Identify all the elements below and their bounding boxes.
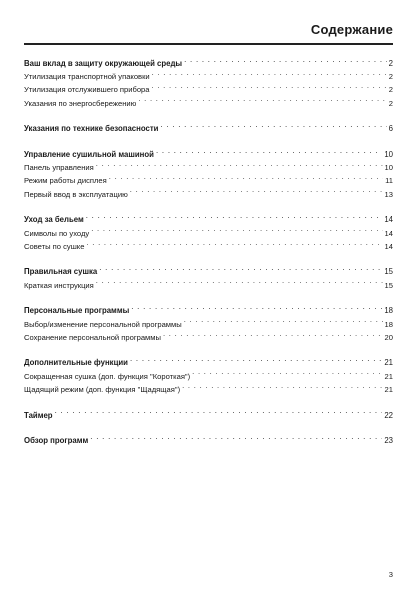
toc-heading-text: Таймер — [24, 410, 53, 420]
toc-page-number: 15 — [384, 267, 393, 277]
toc-page-number: 21 — [384, 371, 393, 381]
toc-heading-text: Ваш вклад в защиту окружающей среды — [24, 59, 183, 68]
toc-section — [24, 265, 393, 291]
toc-item[interactable] — [24, 188, 393, 201]
dot-leader — [130, 356, 382, 365]
table-of-contents — [24, 57, 393, 460]
toc-heading[interactable] — [24, 304, 393, 317]
dot-leader — [152, 83, 387, 92]
page-title: Содержание — [310, 22, 393, 37]
dot-leader — [91, 227, 382, 236]
toc-item[interactable] — [24, 161, 393, 174]
toc-item-text: Утилизация транспортной упаковки — [24, 72, 150, 82]
toc-page-number: 2 — [388, 59, 393, 68]
toc-page-number: 15 — [384, 280, 393, 290]
toc-heading-text: Уход за бельем — [24, 215, 84, 225]
dot-leader — [160, 122, 386, 131]
toc-item-text: Выбор/изменение персональной программы — [24, 319, 182, 329]
toc-heading-text: Персональные программы — [24, 306, 130, 316]
dot-leader — [163, 331, 383, 340]
toc-item-text: Символы по уходу — [24, 228, 90, 238]
toc-section — [24, 409, 393, 422]
toc-item[interactable] — [24, 383, 393, 396]
toc-item-text: Режим работы дисплея — [24, 176, 107, 186]
page-number: 3 — [388, 570, 393, 579]
toc-heading-text: Дополнительные функции — [24, 358, 128, 368]
dot-leader — [182, 383, 382, 392]
toc-heading[interactable] — [24, 356, 393, 369]
dot-leader — [138, 97, 386, 106]
toc-item-text: Утилизация отслужившего прибора — [24, 85, 150, 95]
toc-heading[interactable] — [24, 122, 393, 135]
toc-item[interactable] — [24, 97, 393, 110]
dot-leader — [86, 213, 383, 222]
dot-leader — [130, 188, 383, 197]
dot-leader — [90, 434, 382, 443]
toc-item-text: Панель управления — [24, 163, 94, 173]
toc-page-number: 14 — [384, 215, 393, 225]
toc-item-text: Указания по энергосбережению — [24, 98, 137, 108]
toc-item-text: Краткая инструкция — [24, 280, 94, 290]
toc-heading[interactable] — [24, 434, 393, 447]
toc-page-number: 22 — [384, 410, 393, 420]
dot-leader — [156, 148, 382, 157]
toc-section — [24, 434, 393, 447]
toc-heading[interactable] — [24, 409, 393, 422]
toc-item[interactable] — [24, 83, 393, 96]
toc-item[interactable] — [24, 240, 393, 253]
toc-section — [24, 57, 393, 110]
toc-item[interactable] — [24, 370, 393, 383]
toc-page-number: 10 — [384, 150, 393, 160]
toc-item[interactable] — [24, 331, 393, 344]
toc-page-number: 21 — [384, 358, 393, 368]
toc-page-number: 6 — [388, 124, 393, 134]
toc-page-number: 2 — [388, 85, 393, 95]
toc-heading-text: Правильная сушка — [24, 267, 98, 277]
toc-section — [24, 122, 393, 135]
dot-leader — [96, 279, 383, 288]
toc-page-number: 2 — [388, 72, 393, 82]
dot-leader — [99, 265, 382, 274]
toc-item[interactable] — [24, 70, 393, 83]
dot-leader — [192, 370, 382, 379]
toc-heading-text: Указания по технике безопасности — [24, 124, 159, 134]
toc-page-number: 18 — [384, 319, 393, 329]
toc-heading[interactable] — [24, 213, 393, 226]
title-rule — [24, 43, 393, 45]
toc-section — [24, 148, 393, 201]
dot-leader — [152, 70, 387, 79]
toc-item[interactable] — [24, 227, 393, 240]
toc-heading[interactable] — [24, 148, 393, 161]
dot-leader — [55, 409, 383, 418]
toc-page-number: 14 — [384, 241, 393, 251]
toc-heading[interactable] — [24, 265, 393, 278]
toc-heading[interactable] — [24, 57, 393, 70]
toc-section — [24, 304, 393, 344]
toc-heading-text: Управление сушильной машиной — [24, 150, 154, 160]
toc-item-text: Сокращенная сушка (доп. функция "Короткая") — [24, 371, 191, 381]
toc-section — [24, 356, 393, 396]
dot-leader — [96, 161, 383, 170]
toc-page-number: 10 — [384, 163, 393, 173]
toc-page-number: 23 — [384, 436, 393, 446]
toc-page-number: 20 — [384, 332, 393, 342]
toc-heading-text: Обзор программ — [24, 436, 89, 446]
toc-item[interactable] — [24, 318, 393, 331]
toc-section — [24, 213, 393, 253]
toc-item[interactable] — [24, 174, 393, 187]
dot-leader — [131, 304, 382, 313]
dot-leader — [184, 57, 387, 66]
toc-item-text: Щадящий режим (доп. функция "Щадящая") — [24, 384, 181, 394]
toc-item-text: Сохранение персональной программы — [24, 332, 161, 342]
toc-page-number: 18 — [384, 306, 393, 316]
toc-page-number: 14 — [384, 228, 393, 238]
toc-item[interactable] — [24, 279, 393, 292]
toc-page-number: 2 — [388, 98, 393, 108]
toc-item-text: Советы по сушке — [24, 241, 85, 251]
dot-leader — [86, 240, 382, 249]
dot-leader — [109, 174, 383, 183]
toc-page-number: 11 — [385, 176, 393, 186]
toc-page-number: 13 — [384, 189, 393, 199]
toc-item-text: Первый ввод в эксплуатацию — [24, 189, 128, 199]
dot-leader — [184, 318, 383, 327]
toc-page-number: 21 — [384, 384, 393, 394]
